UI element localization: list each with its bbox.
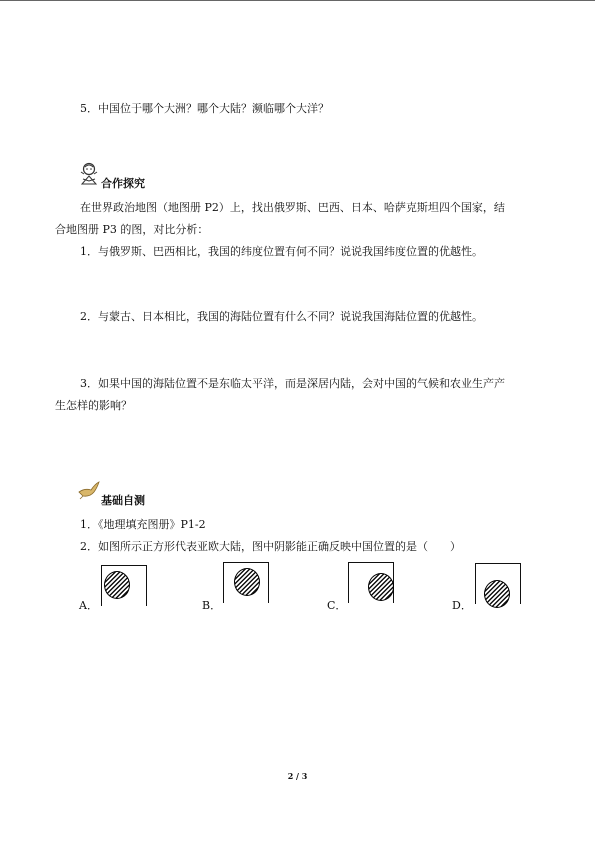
explore-intro-line1: 在世界政治地图（地图册 P2）上，找出俄罗斯、巴西、日本、哈萨克斯坦四个国家，结 <box>80 201 505 214</box>
option-d-shaded-circle <box>484 580 510 608</box>
section-title-explore: 合作探究 <box>101 177 145 190</box>
bird-icon <box>77 480 101 500</box>
question-5: 5．中国位于哪个大洲？哪个大陆？濒临哪个大洋？ <box>80 102 329 115</box>
page-top-border <box>0 0 595 1</box>
option-a-label: A． <box>79 599 98 612</box>
section-title-selftest: 基础自测 <box>101 494 145 507</box>
option-c-square <box>348 562 394 603</box>
option-d-label: D． <box>452 599 472 612</box>
explore-question-3-line2: 生怎样的影响？ <box>55 399 132 412</box>
explore-question-3-line1: 3．如果中国的海陆位置不是东临太平洋，而是深居内陆，会对中国的气候和农业生产产 <box>80 377 505 390</box>
option-b-shaded-circle <box>234 568 260 596</box>
option-b-label: B． <box>202 599 222 612</box>
selftest-item-1: 1．《地理填充图册》P1-2 <box>80 518 206 531</box>
explore-question-1: 1．与俄罗斯、巴西相比，我国的纬度位置有何不同？说说我国纬度位置的优越性。 <box>80 245 483 258</box>
page-number: 2 / 3 <box>287 771 308 781</box>
selftest-item-2: 2．如图所示正方形代表亚欧大陆，图中阴影能正确反映中国位置的是（ ） <box>80 540 461 553</box>
explore-intro-line2: 合地图册 P3 的图，对比分析： <box>55 223 209 236</box>
option-b-square <box>223 562 269 603</box>
option-d-square <box>475 563 521 604</box>
option-c-shaded-circle <box>368 573 394 601</box>
option-c-label: C． <box>327 599 347 612</box>
option-a-shaded-circle <box>104 571 130 599</box>
option-a-square <box>101 565 147 606</box>
reading-person-icon <box>79 162 99 186</box>
explore-question-2: 2．与蒙古、日本相比，我国的海陆位置有什么不同？说说我国海陆位置的优越性。 <box>80 310 483 323</box>
